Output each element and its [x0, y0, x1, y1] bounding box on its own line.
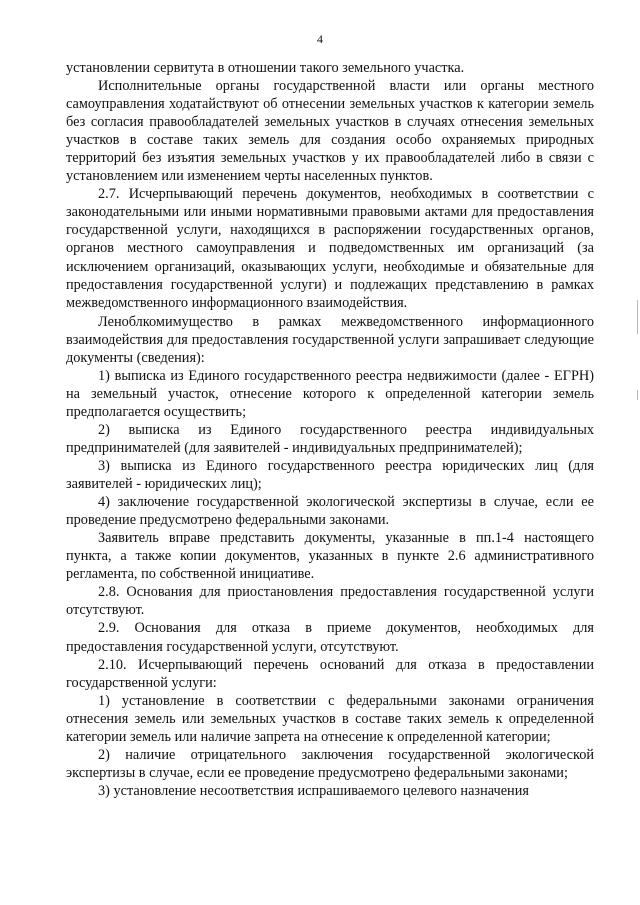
- list-item-egrul-extract: 3) выписка из Единого государственного реестра юридических лиц (для заявителей - юридических лиц);: [66, 458, 594, 493]
- list-item-egrip-extract: 2) выписка из Единого государственного реестра индивидуальных предпринимателей (для заявителей - индивидуальных предпринимателей);: [66, 421, 594, 456]
- paragraph-petition: Исполнительные органы государственной власти или органы местного самоуправления ходатайствуют об отнесении земельных участков к категории земель без согласия правообладателей земельных участков в случаях отнесения земельных участков в составе таких земель для создания особо охраняемых природных территорий без изъятия земельных участков у их правообладателей либо в связи с установлением или изменением черты населенных пунктов.: [66, 78, 594, 185]
- paragraph-requested-documents: Леноблкомимущество в рамках межведомственного информационного взаимодействия для предоставления государственной услуги запрашивает следующие документы (сведения):: [66, 313, 594, 366]
- list-item-refusal-2: 2) наличие отрицательного заключения государственной экологической экспертизы в случае, если ее проведение предусмотрено федеральными законами;: [66, 746, 594, 781]
- paragraph-continuation: установлении сервитута в отношении такого земельного участка.: [66, 60, 465, 76]
- paragraph-applicant-right: Заявитель вправе представить документы, указанные в пп.1-4 настоящего пункта, а также копии документов, указанных в пункте 2.6 административного регламента, по собственной инициативе.: [66, 530, 594, 583]
- list-item-ecological-expertise: 4) заключение государственной экологической экспертизы в случае, если ее проведение предусмотрено федеральными законами.: [66, 494, 594, 529]
- list-item-refusal-3: 3) установление несоответствия испрашиваемого целевого назначения: [98, 782, 529, 799]
- scan-edge-mark: [637, 300, 638, 334]
- paragraph-2-8: 2.8. Основания для приостановления предоставления государственной услуги отсутствуют.: [66, 584, 594, 619]
- list-item-egrn-extract: 1) выписка из Единого государственного реестра недвижимости (далее - ЕГРН) на земельный участок, отнесение которого к определенной категории земель предполагается осуществить;: [66, 367, 594, 420]
- paragraph-2-10: 2.10. Исчерпывающий перечень оснований для отказа в предоставлении государственной услуги:: [66, 656, 594, 691]
- list-item-refusal-1: 1) установление в соответствии с федеральными законами ограничения отнесения земель или земельных участков в составе таких земель к определенной категории земель или наличие запрета на отнесение к определенной категории;: [66, 692, 594, 745]
- scan-edge-mark: [637, 390, 638, 400]
- page-number: 4: [317, 32, 323, 46]
- paragraph-2-7: 2.7. Исчерпывающий перечень документов, необходимых в соответствии с законодательными или иными нормативными правовыми актами для предоставления государственной услуги, находящихся в распоряжении государственных органов, органов местного самоуправления и подведомственных им организаций (за исключением организаций, оказывающих услуги, необходимые и обязательные для предоставления государственной услуги) и подлежащих представлению в рамках межведомственного информационного взаимодействия.: [66, 186, 594, 311]
- paragraph-2-9: 2.9. Основания для отказа в приеме документов, необходимых для предоставления государственной услуги, отсутствуют.: [66, 620, 594, 655]
- document-body: [66, 59, 594, 800]
